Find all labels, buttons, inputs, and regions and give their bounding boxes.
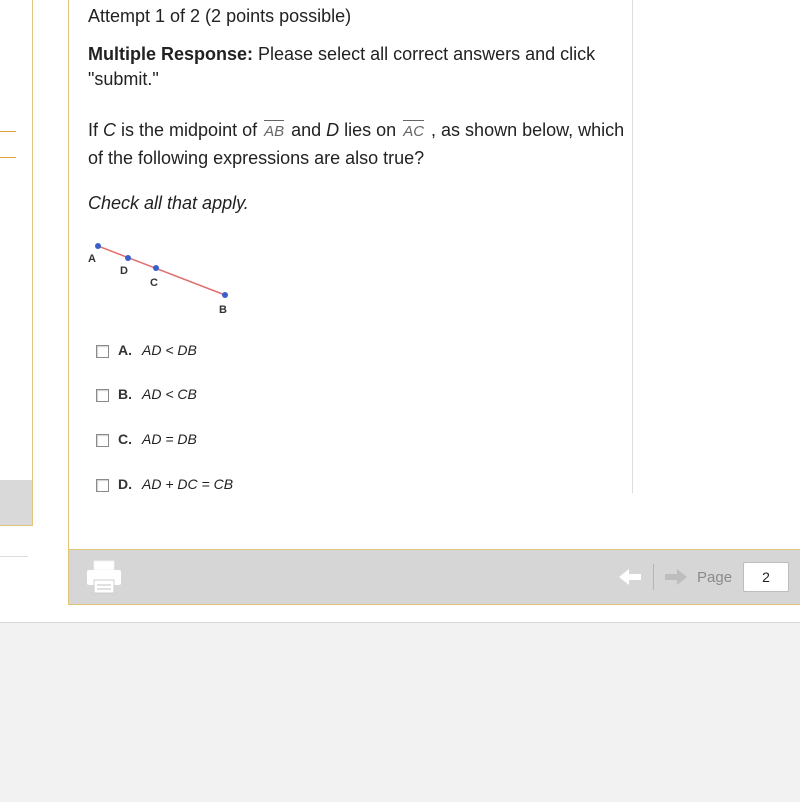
- option-letter: D.: [118, 476, 132, 492]
- segment-line: [98, 246, 225, 295]
- question-part: lies on: [339, 120, 402, 140]
- print-icon[interactable]: [85, 559, 123, 595]
- option-text: AD + DC = CB: [142, 476, 234, 492]
- left-sidebar: [0, 0, 33, 480]
- page-label: Page: [697, 569, 733, 586]
- segment-ab: AB: [262, 118, 286, 145]
- sidebar-rule: [0, 556, 28, 557]
- check-all-text: Check all that apply.: [88, 193, 249, 213]
- question-part: If: [88, 120, 104, 140]
- arrow-left-icon[interactable]: [619, 567, 643, 587]
- nav-separator: [653, 564, 654, 590]
- option-text: AD < CB: [142, 386, 197, 402]
- sidebar-divider: [0, 157, 16, 158]
- option-d[interactable]: [96, 474, 233, 494]
- option-letter: A.: [118, 342, 132, 358]
- option-a[interactable]: [96, 340, 197, 360]
- option-c-checkbox[interactable]: [96, 434, 109, 447]
- attempt-text: Attempt 1 of 2 (2 points possible): [88, 6, 352, 26]
- option-b-checkbox[interactable]: [96, 389, 109, 402]
- content-divider: [632, 0, 633, 493]
- variable-d: D: [326, 120, 340, 140]
- option-b[interactable]: [96, 384, 197, 404]
- segment-diagram: [80, 236, 250, 321]
- option-letter: C.: [118, 431, 132, 447]
- sidebar-divider: [0, 131, 16, 132]
- footer-toolbar: [68, 550, 800, 605]
- instruction-body: Please select all correct answers and click "submit.": [88, 44, 596, 89]
- arrow-right-icon[interactable]: [663, 567, 687, 587]
- point-c: [153, 265, 159, 271]
- point-d: [125, 255, 131, 261]
- point-a: [95, 243, 101, 249]
- point-b: [222, 292, 228, 298]
- label-d: D: [120, 265, 128, 277]
- question-part: and: [286, 120, 327, 140]
- option-letter: B.: [118, 386, 132, 402]
- sidebar-footer: [0, 480, 33, 526]
- option-d-checkbox[interactable]: [96, 479, 109, 492]
- question-part: is the midpoint of: [116, 120, 263, 140]
- question-part: , as shown below, which of the following expressions are also true?: [88, 120, 625, 168]
- label-c: C: [150, 277, 158, 289]
- instruction-label: Multiple Response:: [88, 44, 254, 64]
- page-number-input[interactable]: 2: [743, 562, 789, 592]
- option-a-checkbox[interactable]: [96, 345, 109, 358]
- label-b: B: [219, 304, 227, 316]
- question-text: [88, 117, 628, 172]
- option-text: AD = DB: [142, 431, 197, 447]
- instruction-text: [88, 42, 628, 92]
- segment-ac: AC: [401, 118, 426, 145]
- page-background: [0, 622, 800, 802]
- variable-c: C: [103, 120, 117, 140]
- option-c[interactable]: [96, 429, 197, 449]
- option-text: AD < DB: [142, 342, 197, 358]
- label-a: A: [88, 253, 96, 265]
